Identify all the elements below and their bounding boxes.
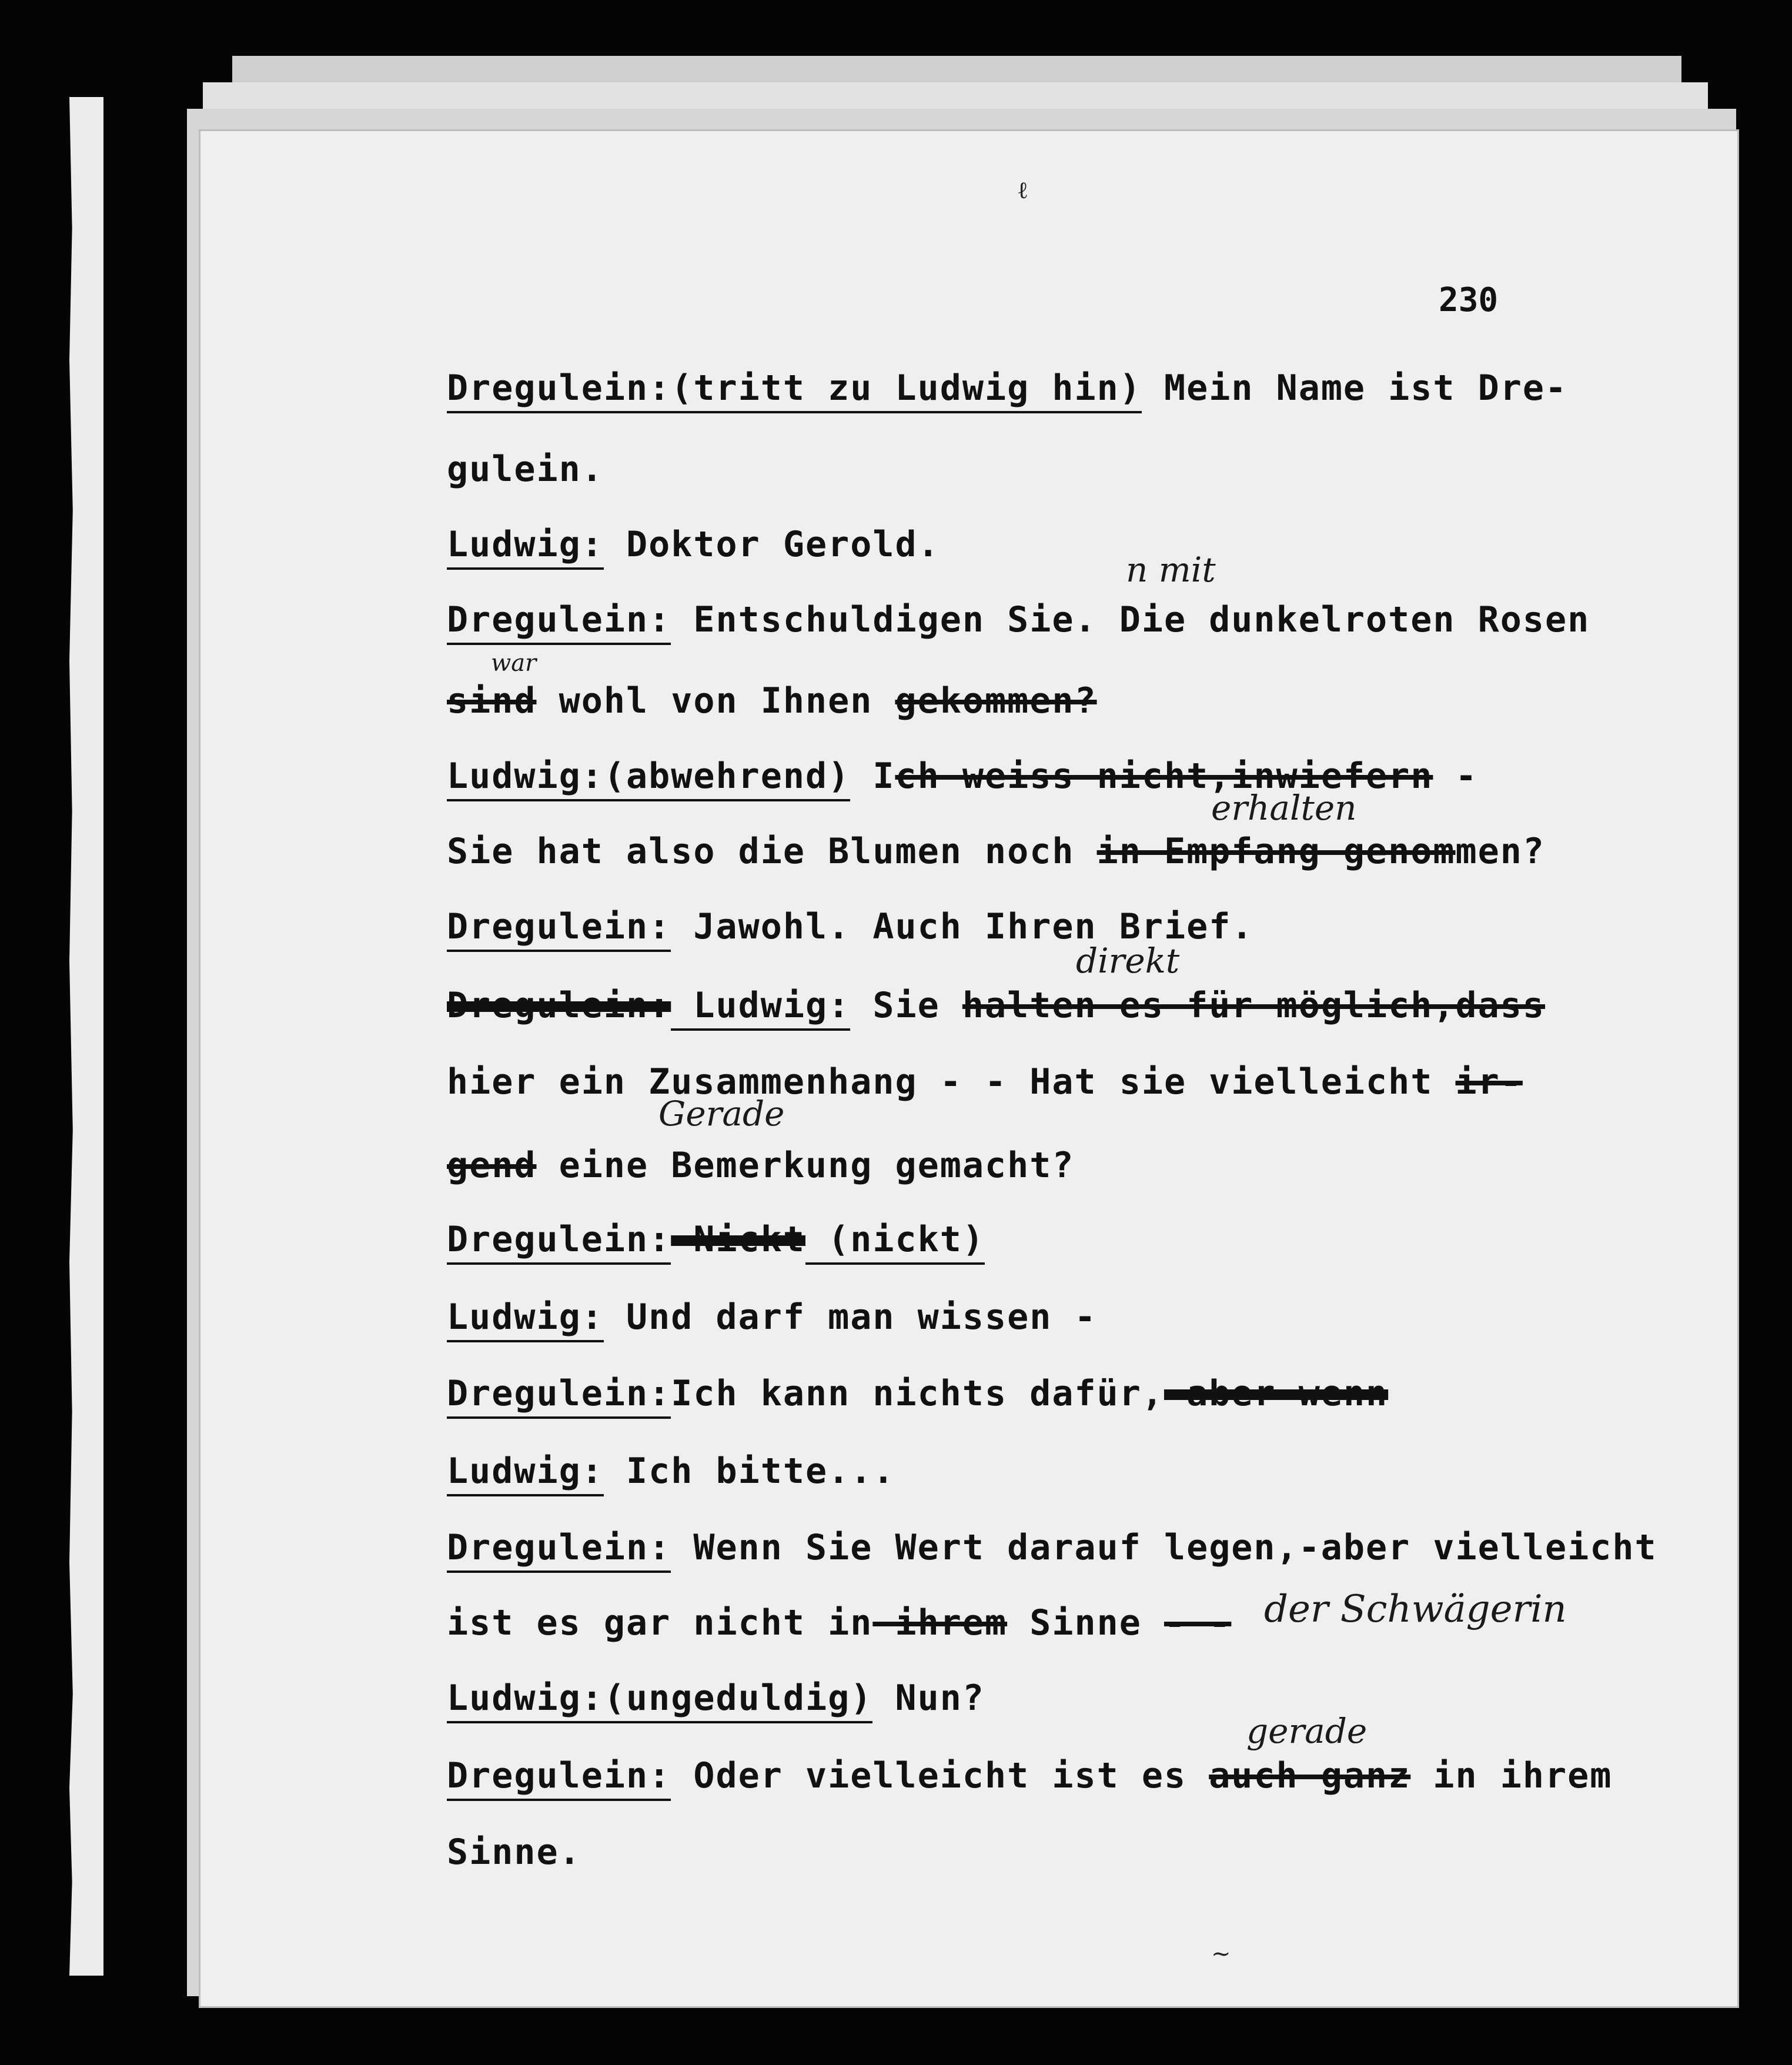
handwritten-note: war <box>491 650 537 677</box>
speaker-label: Ludwig: <box>447 524 604 570</box>
dialogue-text: ist es gar nicht in <box>447 1602 873 1643</box>
dialogue-text: Und darf man wissen - <box>603 1297 1097 1338</box>
dialogue-text: wohl von Ihnen <box>536 680 895 721</box>
script-line <box>447 596 1590 643</box>
speaker-label: Dregulein: <box>447 1755 671 1801</box>
xed-out-text: Nickt <box>671 1219 805 1260</box>
script-line <box>447 1294 1097 1341</box>
script-line <box>447 1448 895 1495</box>
dialogue-text: gulein. <box>447 449 604 490</box>
script-line <box>447 446 604 493</box>
dialogue-text: Sinne <box>1007 1602 1164 1643</box>
dialogue-text: Ich kann nichts dafür, <box>671 1373 1164 1414</box>
ink-mark: ℓ <box>1017 177 1029 204</box>
stage-direction: (tritt zu Ludwig hin) <box>671 367 1142 413</box>
speaker-label: Dregulein: <box>447 367 671 413</box>
script-line <box>447 1675 985 1722</box>
struck-text: - - <box>1164 1602 1232 1643</box>
dialogue-text: hier ein Zusammenhang - - Hat sie vielleicht <box>447 1061 1456 1102</box>
stage-direction: (nickt) <box>805 1219 985 1265</box>
handwritten-note: Gerade <box>658 1094 785 1134</box>
stage-direction: (ungeduldig) <box>604 1678 872 1723</box>
speaker-label: Ludwig: <box>447 1678 604 1723</box>
script-line <box>447 521 940 568</box>
handwritten-note: gerade <box>1246 1711 1368 1751</box>
xed-out-text: Dregulein: <box>447 985 671 1026</box>
stage-direction: (abwehrend) <box>604 756 850 801</box>
dialogue-text: Sinne. <box>447 1832 581 1873</box>
script-line <box>447 1370 1388 1417</box>
struck-text: halten es für möglich,dass <box>962 985 1546 1026</box>
struck-text: auch ganz <box>1209 1755 1411 1796</box>
struck-text: ch weiss nicht,inwiefern <box>895 756 1433 797</box>
torn-left-strip <box>69 97 103 1976</box>
struck-text: in Empfang genom <box>1096 831 1456 872</box>
script-line <box>447 1829 581 1876</box>
dialogue-text: - <box>1433 756 1478 797</box>
dialogue-text: I <box>850 756 895 797</box>
struck-text: gend <box>447 1145 537 1186</box>
dialogue-text: Oder vielleicht ist es <box>671 1755 1209 1796</box>
speaker-label: Dregulein: <box>447 906 671 952</box>
script-line <box>447 1524 1657 1571</box>
dialogue-text: Nun? <box>872 1678 985 1719</box>
speaker-label: Ludwig: <box>447 1451 604 1496</box>
dialogue-text: in ihrem <box>1410 1755 1613 1796</box>
dialogue-text: Jawohl. Auch Ihren Brief. <box>671 906 1254 947</box>
script-line <box>447 1142 1074 1189</box>
handwritten-note: der Schwägerin <box>1264 1588 1567 1631</box>
dialogue-text: Sie hat also die Blumen noch <box>447 831 1097 872</box>
script-line <box>447 1058 1523 1105</box>
dialogue-text: Wenn Sie Wert darauf legen,-aber vielleicht <box>671 1527 1657 1568</box>
dialogue-text: Entschuldigen Sie. Die dunkelroten Rosen <box>671 599 1590 640</box>
dialogue-text: Ich bitte... <box>603 1451 895 1492</box>
speaker-label: Dregulein: <box>447 1373 671 1419</box>
speaker-label: Dregulein: <box>447 1219 671 1265</box>
struck-text: sind <box>447 680 537 721</box>
speaker-label: Ludwig: <box>447 756 604 801</box>
script-line <box>447 365 1567 412</box>
handwritten-note: direkt <box>1076 941 1180 981</box>
dialogue-text: Doktor Gerold. <box>603 524 940 565</box>
handwritten-note: n mit <box>1126 550 1216 590</box>
script-line <box>447 1216 985 1263</box>
struck-text: gekommen? <box>895 680 1097 721</box>
dialogue-text: men? <box>1455 831 1546 872</box>
xed-out-text: -aber wenn <box>1164 1373 1389 1414</box>
speaker-label: Ludwig: <box>447 1297 604 1342</box>
handwritten-note: erhalten <box>1211 788 1357 828</box>
dialogue-text: Sie <box>850 985 962 1026</box>
script-line <box>447 828 1545 875</box>
dialogue-text: Mein Name ist Dre- <box>1141 367 1568 409</box>
script-line <box>447 677 1097 724</box>
script-line <box>447 1752 1612 1799</box>
speaker-label: Ludwig: <box>671 985 850 1031</box>
dialogue-text: eine Bemerkung gemacht? <box>536 1145 1075 1186</box>
script-line <box>447 982 1545 1029</box>
script-line <box>447 1599 1231 1646</box>
struck-text: ihrem <box>872 1602 1008 1643</box>
speaker-label: Dregulein: <box>447 1527 671 1573</box>
page-number: 230 <box>1439 281 1499 319</box>
struck-text: ir- <box>1455 1061 1523 1102</box>
ink-mark: ~ <box>1211 1940 1231 1967</box>
speaker-label: Dregulein: <box>447 599 671 645</box>
